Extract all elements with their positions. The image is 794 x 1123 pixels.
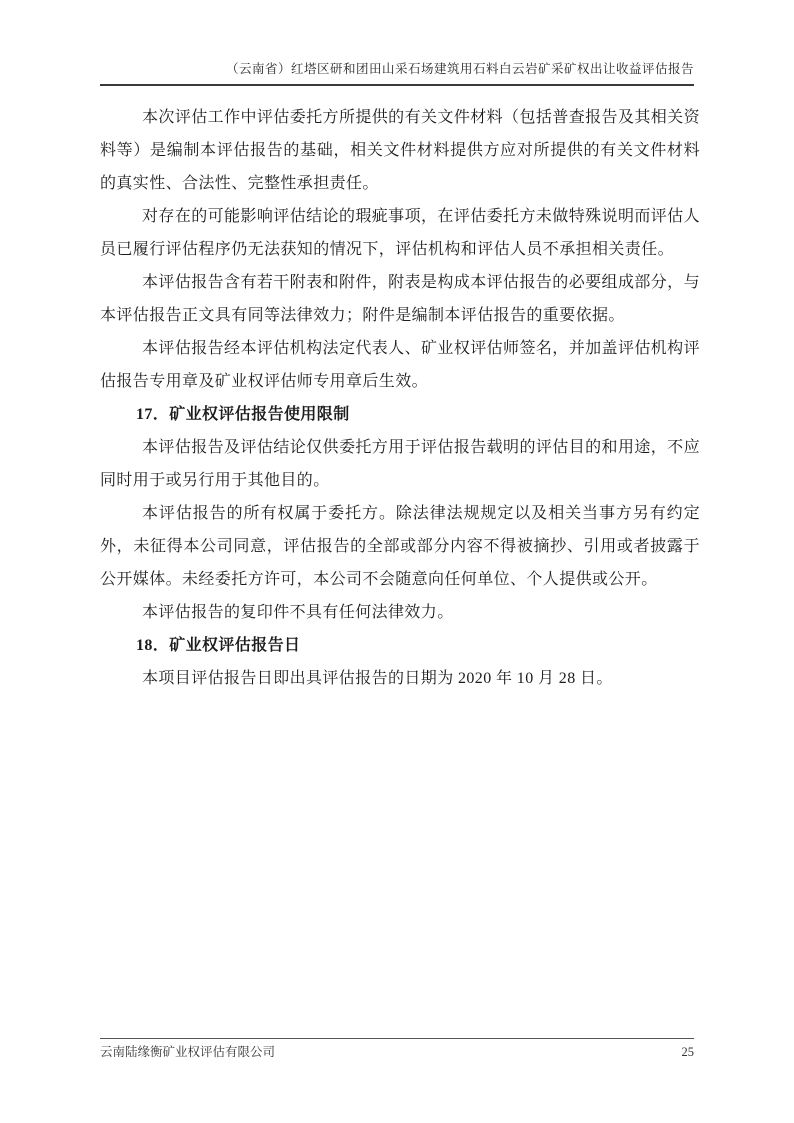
page-footer [100,1038,694,1060]
page-header [100,60,694,86]
section-heading: 17．矿业权评估报告使用限制 [136,406,350,423]
paragraph: 本评估报告及评估结论仅供委托方用于评估报告载明的评估目的和用途，不应同时用于或另行用于其他目的。 [100,439,700,489]
report-title: （云南省）红塔区研和团田山采石场建筑用石料白云岩矿采矿权出让收益评估报告 [225,62,694,76]
company-name: 云南陆缘衡矿业权评估有限公司 [100,1045,276,1059]
section-heading: 18．矿业权评估报告日 [136,637,301,654]
paragraph: 本项目评估报告日即出具评估报告的日期为 2020 年 10 月 28 日。 [142,670,613,687]
document-body [100,101,700,695]
page-number: 25 [681,1045,694,1059]
paragraph: 本评估报告经本评估机构法定代表人、矿业权评估师签名，并加盖评估机构评估报告专用章及矿业权评估师专用章后生效。 [100,340,700,390]
paragraph: 对存在的可能影响评估结论的瑕疵事项，在评估委托方未做特殊说明而评估人员已履行评估程序仍无法获知的情况下，评估机构和评估人员不承担相关责任。 [100,208,700,258]
paragraph: 本次评估工作中评估委托方所提供的有关文件材料（包括普查报告及其相关资料等）是编制本评估报告的基础，相关文件材料提供方应对所提供的有关文件材料的真实性、合法性、完整性承担责任。 [100,109,700,192]
paragraph: 本评估报告的所有权属于委托方。除法律法规规定以及相关当事方另有约定外，未征得本公司同意，评估报告的全部或部分内容不得被摘抄、引用或者披露于公开媒体。未经委托方许可，本公司不会随意向任何单位、个人提供或公开。 [100,505,700,588]
paragraph: 本评估报告含有若干附表和附件，附表是构成本评估报告的必要组成部分，与本评估报告正文具有同等法律效力；附件是编制本评估报告的重要依据。 [100,274,700,324]
paragraph: 本评估报告的复印件不具有任何法律效力。 [142,604,454,621]
